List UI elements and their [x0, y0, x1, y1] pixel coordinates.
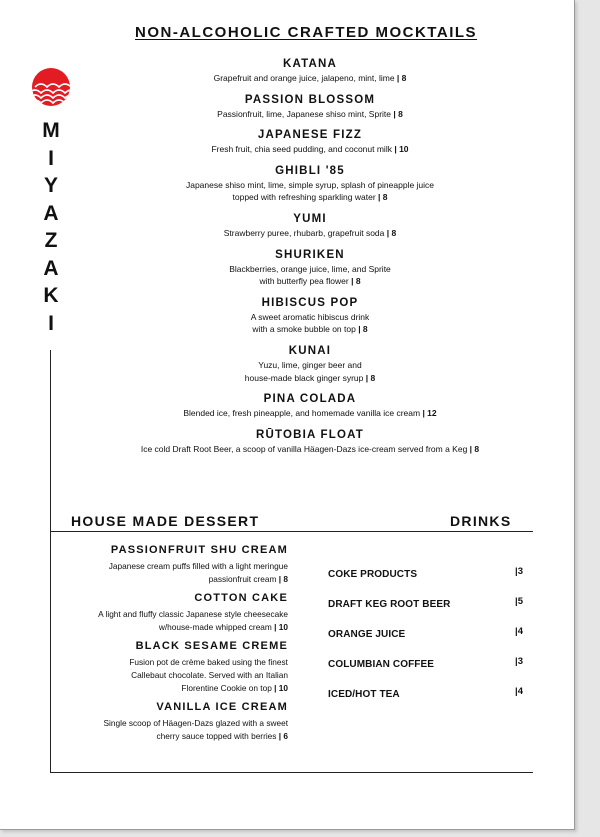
item-description: [110, 263, 510, 288]
description-line: Callebaut chocolate. Served with an Italian: [131, 669, 288, 680]
description-line: A light and fluffy classic Japanese style cheesecake: [98, 609, 288, 620]
description-line: topped with refreshing sparkling water: [232, 192, 379, 203]
description-line: with a smoke bubble on top: [252, 324, 359, 335]
brand-letter: K: [43, 284, 59, 307]
drink-price: |5: [515, 596, 524, 607]
brand-letter: A: [43, 201, 59, 225]
item-description: [60, 717, 288, 742]
drink-price: |4: [515, 626, 524, 637]
item-name: GHIBLI '85: [275, 164, 345, 177]
item-name: BLACK SESAME CREME: [135, 640, 288, 653]
drink-name: ORANGE JUICE: [328, 629, 406, 640]
drink-price: |3: [515, 656, 524, 667]
item-description: [60, 560, 288, 585]
item-description: [60, 656, 288, 694]
description-line: with butterfly pea flower: [259, 276, 352, 287]
menu-item: [110, 296, 510, 336]
item-name: KATANA: [282, 58, 338, 70]
menu-item: [110, 57, 510, 85]
item-description: [110, 108, 510, 121]
item-price: | 8: [278, 573, 288, 584]
brand-letter: I: [48, 146, 54, 170]
brand-vertical-name: [40, 117, 62, 337]
description-line: passionfruit cream: [208, 573, 279, 584]
item-description: [110, 72, 510, 85]
brand-letter: M: [42, 119, 60, 142]
item-description: [110, 407, 510, 420]
drink-name: COLUMBIAN COFFEE: [328, 659, 435, 670]
description-line: Yuzu, lime, ginger beer and: [258, 359, 362, 370]
item-description: [110, 143, 510, 156]
drink-row: [328, 626, 538, 656]
item-name: KUNAI: [288, 344, 332, 357]
description-line: Grapefruit and orange juice, jalapeno, mint, lime: [213, 73, 397, 83]
page-title: NON-ALCOHOLIC CRAFTED MOCKTAILS: [135, 24, 478, 41]
item-description: [60, 608, 288, 633]
drink-price: |4: [515, 686, 524, 697]
description-line: Passionfruit, lime, Japanese shiso mint, Sprite: [217, 108, 394, 119]
menu-item: [60, 639, 288, 694]
description-line: Fresh fruit, chia seed pudding, and coconut milk: [211, 144, 395, 155]
item-price: | 8: [358, 324, 368, 335]
drink-row: [328, 686, 538, 716]
item-price: | 10: [394, 144, 409, 155]
drink-price: |3: [515, 566, 524, 577]
drink-row: [328, 566, 538, 596]
brand-letter: Y: [43, 174, 58, 197]
item-name: PINA COLADA: [263, 393, 357, 406]
brand-letter: A: [43, 256, 59, 280]
brand-letter: I: [48, 311, 54, 335]
item-description: [110, 443, 510, 456]
item-price: | 8: [396, 73, 407, 83]
mocktail-list: [110, 57, 510, 463]
item-name: COTTON CAKE: [194, 592, 288, 605]
description-line: w/house-made whipped cream: [158, 621, 275, 632]
drinks-heading: DRINKS: [450, 513, 512, 529]
drink-row: [328, 596, 538, 626]
item-name: SHURIKEN: [275, 248, 345, 261]
menu-item: [110, 212, 510, 240]
item-price: | 12: [422, 408, 437, 419]
item-description: [110, 179, 510, 204]
item-description: [110, 359, 510, 384]
drink-name: ICED/HOT TEA: [328, 689, 400, 700]
item-price: | 8: [386, 227, 397, 238]
item-name: VANILLA ICE CREAM: [156, 701, 288, 714]
description-line: Ice cold Draft Root Beer, a scoop of vanilla Häagen-Dazs ice-cream served from a Keg: [140, 443, 470, 454]
item-name: JAPANESE FIZZ: [257, 129, 363, 142]
description-line: Strawberry puree, rhubarb, grapefruit soda: [223, 227, 387, 238]
drinks-list: [328, 566, 538, 716]
description-line: Japanese shiso mint, lime, simple syrup, splash of pineapple juice: [185, 179, 435, 190]
menu-item: [110, 428, 510, 456]
menu-item: [110, 392, 510, 420]
section-divider-top: [50, 531, 533, 532]
item-price: | 8: [469, 443, 480, 454]
description-line: cherry sauce topped with berries: [156, 730, 279, 741]
section-divider-bottom: [50, 772, 533, 773]
menu-item: [110, 128, 510, 156]
dessert-heading: HOUSE MADE DESSERT: [71, 513, 260, 529]
menu-item: [110, 93, 510, 121]
vertical-divider: [50, 350, 51, 773]
item-description: [110, 227, 510, 240]
dessert-list: [60, 543, 288, 748]
item-name: PASSIONFRUIT SHU CREAM: [110, 544, 288, 556]
description-line: Fusion pot de crème baked using the finest: [129, 657, 288, 668]
description-line: Single scoop of Häagen-Dazs glazed with a sweet: [103, 718, 288, 729]
brand-letter: Z: [44, 229, 58, 252]
description-line: Blended ice, fresh pineapple, and homemade vanilla ice cream: [183, 408, 423, 419]
drink-name: COKE PRODUCTS: [328, 569, 418, 580]
item-price: | 10: [274, 621, 288, 632]
item-description: [110, 311, 510, 336]
description-line: Blackberries, orange juice, lime, and Sprite: [229, 263, 391, 274]
item-name: PASSION BLOSSOM: [244, 93, 376, 106]
item-price: | 10: [274, 682, 288, 693]
menu-item: [60, 591, 288, 633]
menu-item: [110, 164, 510, 204]
item-price: | 8: [378, 192, 388, 203]
item-price: | 8: [393, 108, 403, 119]
menu-item: [60, 700, 288, 742]
description-line: A sweet aromatic hibiscus drink: [250, 311, 370, 322]
item-price: | 6: [278, 730, 288, 741]
drink-name: DRAFT KEG ROOT BEER: [328, 599, 451, 610]
item-price: | 8: [351, 276, 361, 287]
description-line: house-made black ginger syrup: [244, 372, 366, 383]
item-name: RŪTOBIA FLOAT: [255, 428, 364, 441]
wave-sun-icon: [31, 67, 71, 107]
item-name: HIBISCUS POP: [261, 296, 359, 309]
description-line: Florentine Cookie on top: [181, 682, 275, 693]
description-line: Japanese cream puffs filled with a light meringue: [108, 561, 288, 571]
item-name: YUMI: [293, 212, 327, 225]
drink-row: [328, 656, 538, 686]
menu-item: [110, 248, 510, 288]
menu-item: [60, 543, 288, 585]
menu-item: [110, 344, 510, 384]
item-price: | 8: [365, 372, 376, 383]
